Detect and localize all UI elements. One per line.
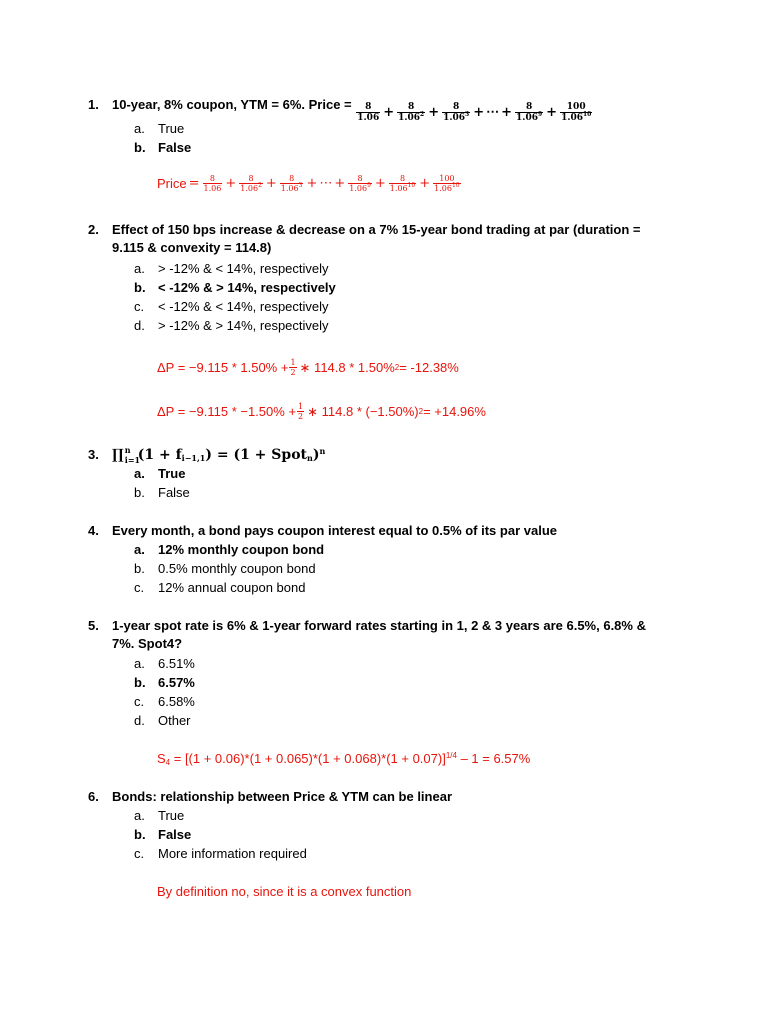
question-4 [88,522,668,540]
q2-option-b[interactable]: b. < -12% & > 14%, respectively [134,280,336,295]
question-1 [88,96,668,123]
q1-option-a[interactable]: a. True [134,121,185,136]
price-formula-answer: Price = $\frac{8}{1.06}$ + $\frac{8}{1.06^2}$ + $\frac{8}{1.06^3}$ + ⋯ + $\frac{8}{1.06^9}$ + $\frac{8}{1.06^{10}}$ + $\frac{100}{1.06^{10}}$ [157,174,460,193]
q4-option-c[interactable]: c. 12% annual coupon bond [134,580,306,595]
q5-answer: $S_4 = [(1 + 0.06)*(1 + 0.065)*(1 + 0.068)*(1 + 0.07)]^{1/4} - 1 = 6.57\%$ [157,751,531,767]
q2-option-a[interactable]: a. > -12% & < 14%, respectively [134,261,329,276]
q1-answer [157,174,462,193]
question-5 [88,617,668,653]
q2-answer-decrease: ΔP = −9.115 * −1.50% + $\frac{1}{2}$ ∗ 114.8 * (−1.50%) 2 = +14.96% [157,402,486,421]
q5-option-d[interactable]: d. Other [134,713,191,728]
question-text: 1-year spot rate is 6% & 1-year forward rates starting in 1, 2 & 3 years are 6.5%, 6.8% & 7%. Spot4? [112,618,646,651]
question-number: 1. [88,97,99,112]
half-fraction: $\frac{1}{2}$ [298,402,304,421]
question-text: Effect of 150 bps increase & decrease on a 7% 15-year bond trading at par (duration = 9.115 & convexity = 114.8) [112,222,641,255]
price-formula: $\frac{8}{1.06}$ + $\frac{8}{1.06^2}$ + $\frac{8}{1.06^3}$ + ⋯ + $\frac{8}{1.06^9}$ + $\frac{100}{1.06^{10}}$ [357,102,592,123]
question-stem [112,96,668,123]
term-9: $\frac{8}{1.06^9}$ [516,102,543,123]
question-number: 2. [88,222,99,237]
question-text: Every month, a bond pays coupon interest equal to 0.5% of its par value [112,523,557,538]
term-1: $\frac{8}{1.06}$ [357,102,380,123]
q6-option-b[interactable]: b. False [134,827,192,842]
q3-option-a[interactable]: a. True [134,466,186,481]
q4-option-b[interactable]: b. 0.5% monthly coupon bond [134,561,316,576]
q2-answer-increase: ΔP = −9.115 * 1.50% + $\frac{1}{2}$ ∗ 114.8 * 1.50% 2 = -12.38% [157,358,459,377]
term-2: $\frac{8}{1.06^2}$ [398,102,425,123]
question-3 [88,446,668,464]
q6-option-a[interactable]: a. True [134,808,185,823]
q5-option-a[interactable]: a. 6.51% [134,656,195,671]
q3-option-b[interactable]: b. False [134,485,190,500]
half-fraction: $\frac{1}{2}$ [290,358,296,377]
question-text: 10-year, 8% coupon, YTM = 6%. Price = [112,97,352,112]
q2-option-c[interactable]: c. < -12% & < 14%, respectively [134,299,329,314]
term-10: $\frac{100}{1.06^{10}}$ [561,102,592,123]
question-6 [88,788,668,806]
q5-option-b[interactable]: b. 6.57% [134,675,195,690]
term-3: $\frac{8}{1.06^3}$ [443,102,470,123]
q4-option-a[interactable]: a. 12% monthly coupon bond [134,542,325,557]
q6-answer: By definition no, since it is a convex function [157,884,412,899]
question-number: 4. [88,523,99,538]
question-text: Bonds: relationship between Price & YTM can be linear [112,789,453,804]
q1-option-b[interactable]: b. False [134,140,192,155]
question-number: 5. [88,618,99,633]
q2-option-d[interactable]: d. > -12% & > 14%, respectively [134,318,329,333]
question-number: 3. [88,447,99,462]
product-formula: ∏ n i=1 $(1 + f_{i-1,1}) = (1$ + Spot$_n$)$^n$ [112,445,326,465]
q6-option-c[interactable]: c. More information required [134,846,307,861]
question-number: 6. [88,789,99,804]
question-2 [88,221,668,257]
q5-option-c[interactable]: c. 6.58% [134,694,195,709]
